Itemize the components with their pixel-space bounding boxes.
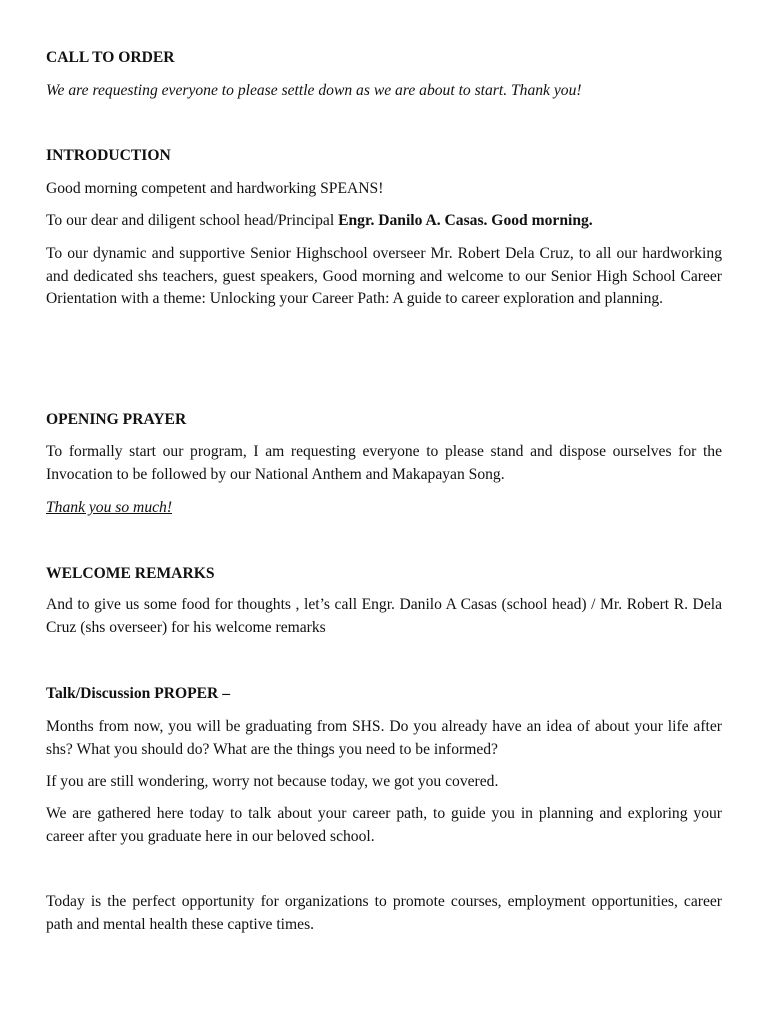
introduction-principal-line [46, 211, 722, 231]
talk-proper-paragraph-2: If you are still wondering, worry not because today, we got you covered. [46, 773, 499, 790]
opening-prayer-thanks-line [46, 498, 722, 518]
talk-proper-paragraph-4: Today is the perfect opportunity for organizations to promote courses, employment opportunities, career path and mental health these captive times. [46, 893, 722, 933]
welcome-remarks-text: And to give us some food for thoughts , let’s call Engr. Danilo A Casas (school head) / Mr. Robert R. Dela Cruz (shs overseer) for his welcome remarks [46, 596, 722, 636]
principal-prefix: To our dear and diligent school head/Principal [46, 212, 339, 229]
opening-prayer-text: To formally start our program, I am requesting everyone to please stand and dispose ourselves for the Invocation to be followed by our National Anthem and Makapayan Song. [46, 443, 722, 483]
opening-prayer-heading: OPENING PRAYER [46, 411, 187, 428]
call-to-order-heading: CALL TO ORDER [46, 49, 175, 66]
introduction-greeting: Good morning competent and hardworking SPEANS! [46, 180, 384, 197]
talk-proper-paragraph-3: We are gathered here today to talk about your career path, to guide you in planning and exploring your career after you graduate here in our beloved school. [46, 805, 722, 845]
principal-name: Engr. Danilo A. Casas. Good morning. [338, 212, 593, 229]
call-to-order-text: We are requesting everyone to please settle down as we are about to start. Thank you! [46, 82, 582, 99]
talk-proper-paragraph-1: Months from now, you will be graduating from SHS. Do you already have an idea of about your life after shs? What you should do? What are the things you need to be informed? [46, 718, 722, 758]
talk-proper-heading: Talk/Discussion PROPER – [46, 685, 230, 702]
opening-prayer-thanks: Thank you so much! [46, 499, 173, 516]
introduction-overseer-paragraph: To our dynamic and supportive Senior Highschool overseer Mr. Robert Dela Cruz, to all our hardworking and dedicated shs teachers, guest speakers, Good morning and welcome to our Senior High School Career Orientation with a theme: Unlocking your Career Path: A guide to career exploration and planning. [46, 245, 722, 307]
introduction-heading: INTRODUCTION [46, 147, 171, 164]
welcome-remarks-heading: WELCOME REMARKS [46, 565, 215, 582]
